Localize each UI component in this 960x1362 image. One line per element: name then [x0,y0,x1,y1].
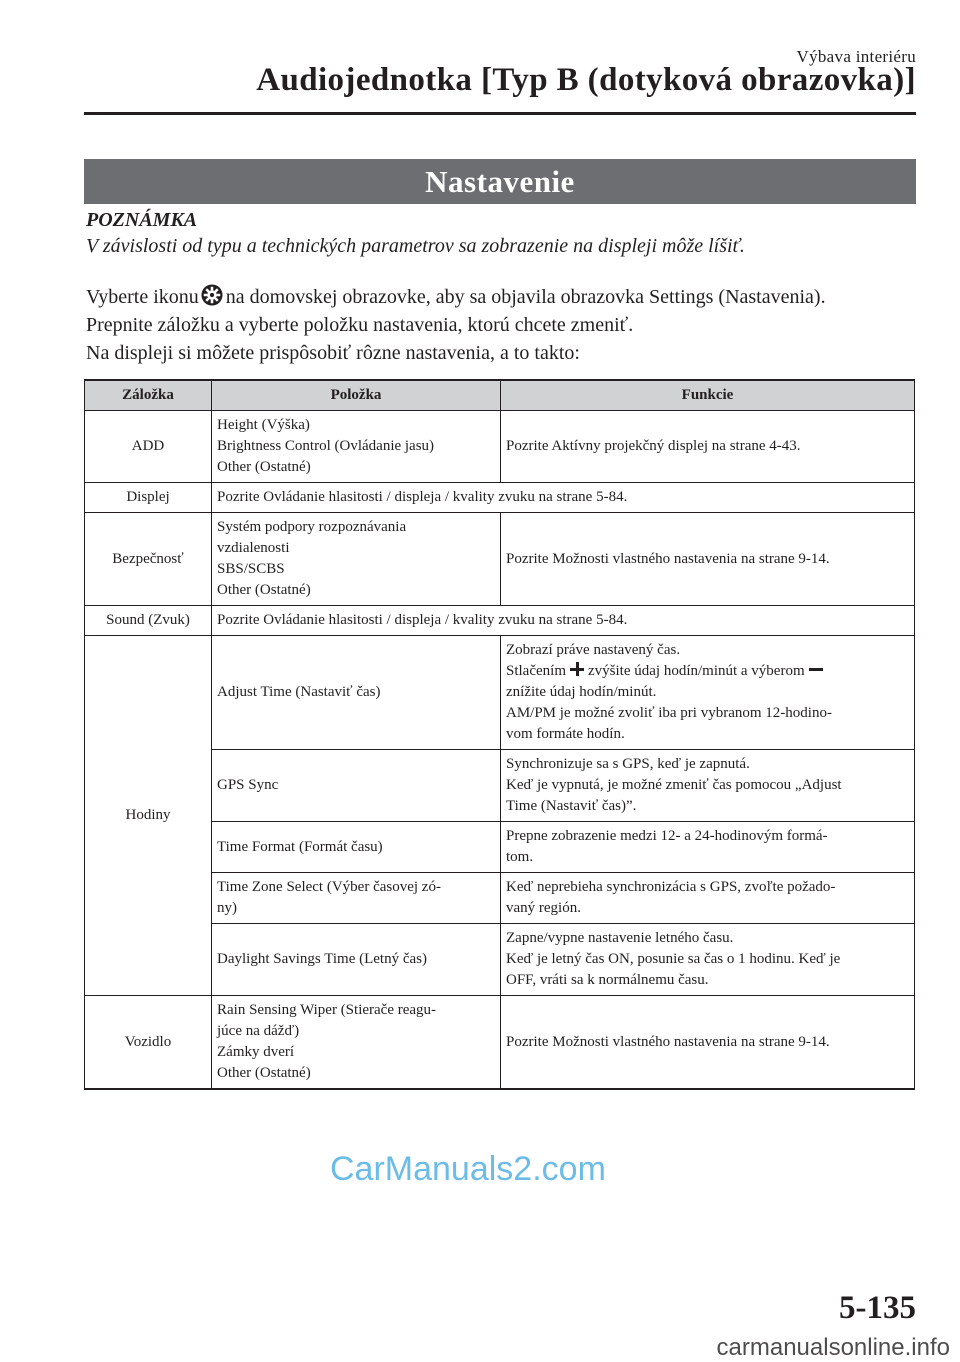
function-cell [501,924,915,996]
function-line [506,661,909,682]
function-cell [501,750,915,822]
item-cell [212,513,501,606]
item-line: Time Zone Select (Výber časovej zó- [217,879,441,895]
function-line: tom. [506,849,534,865]
function-line: Zobrazí práve nastavený čas. [506,642,681,658]
function-line: Prepne zobrazenie medzi 12- a 24-hodinovým formá- [506,828,828,844]
function-cell: Pozrite Možnosti vlastného nastavenia na strane 9-14. [501,513,915,606]
item-line: Height (Výška) [217,417,310,433]
settings-table [84,379,915,1090]
tab-cell-hodiny: Hodiny [85,636,212,996]
function-line: AM/PM je možné zvoliť iba pri vybranom 12-hodino- [506,705,832,721]
merged-cell: Pozrite Ovládanie hlasitosti / displeja / kvality zvuku na strane 5-84. [212,606,915,636]
item-line: Other (Ostatné) [217,1065,311,1081]
function-cell [501,873,915,924]
function-line: Time (Nastaviť čas)”. [506,798,637,814]
table-row [85,606,915,636]
header-item: Položka [212,380,501,411]
function-line: Keď neprebieha synchronizácia s GPS, zvoľte požado- [506,879,836,895]
function-line: Synchronizuje sa s GPS, keď je zapnutá. [506,756,750,772]
item-line: SBS/SCBS [217,561,285,577]
item-cell [212,411,501,483]
item-cell: Time Format (Formát času) [212,822,501,873]
intro-line-1-end: na domovskej obrazovke, aby sa objavila obrazovka Settings (Nastavenia). [225,286,826,308]
table-row [85,513,915,606]
table-row [85,996,915,1090]
item-line: Zámky dverí [217,1044,295,1060]
table-row [85,636,915,750]
section-banner: Nastavenie [84,159,916,204]
item-line: vzdialenosti [217,540,290,556]
table-row [85,411,915,483]
item-line: Other (Ostatné) [217,459,311,475]
merged-cell: Pozrite Ovládanie hlasitosti / displeja / kvality zvuku na strane 5-84. [212,483,915,513]
tab-cell-vozidlo: Vozidlo [85,996,212,1090]
function-cell: Pozrite Možnosti vlastného nastavenia na strane 9-14. [501,996,915,1090]
tab-cell-displej: Displej [85,483,212,513]
header-rule [84,112,916,115]
intro-line-2: Prepnite záložku a vyberte položku nastavenia, ktorú chcete zmeniť. [86,314,634,336]
minus-icon [808,661,824,677]
section-title: Výbava interiéru [796,47,916,66]
function-line: Keď je vypnutá, je možné zmeniť čas pomocou „Adjust [506,777,842,793]
header-function: Funkcie [501,380,915,411]
intro-paragraph [86,283,826,367]
function-text: zvýšite údaj hodín/minút a výberom [588,663,805,679]
function-line: znížite údaj hodín/minút. [506,684,657,700]
footer-watermark: carmanualsonline.info [716,1334,950,1361]
function-line: vaný región. [506,900,581,916]
watermark: CarManuals2.com [330,1150,606,1188]
function-cell: Pozrite Aktívny projekčný displej na strane 4-43. [501,411,915,483]
header-tab: Záložka [85,380,212,411]
chapter-title: Audiojednotka [Typ B (dotyková obrazovka)] [256,62,916,98]
note-title: POZNÁMKA [86,209,198,231]
intro-line-3: Na displeji si môžete prispôsobiť rôzne nastavenia, a to takto: [86,342,580,364]
item-cell: Adjust Time (Nastaviť čas) [212,636,501,750]
item-cell: Daylight Savings Time (Letný čas) [212,924,501,996]
function-text: Stlačením [506,663,566,679]
table-header-row [85,380,915,411]
item-cell [212,873,501,924]
page-number: 5-135 [839,1290,916,1326]
function-line: OFF, vráti sa k normálnemu času. [506,972,709,988]
function-line: vom formáte hodín. [506,726,625,742]
tab-cell-add: ADD [85,411,212,483]
note-text: V závislosti od typu a technických parametrov sa zobrazenie na displeji môže líšiť. [86,235,745,257]
tab-cell-sound: Sound (Zvuk) [85,606,212,636]
plus-icon [569,661,585,677]
item-cell: GPS Sync [212,750,501,822]
function-cell [501,636,915,750]
item-line: júce na dážď) [217,1023,300,1039]
function-line: Keď je letný čas ON, posunie sa čas o 1 hodinu. Keď je [506,951,841,967]
function-cell [501,822,915,873]
tab-cell-bezpecnost: Bezpečnosť [85,513,212,606]
table-row [85,483,915,513]
settings-gear-icon [201,284,223,306]
item-line: Other (Ostatné) [217,582,311,598]
item-line: Brightness Control (Ovládanie jasu) [217,438,435,454]
item-line: ny) [217,900,237,916]
function-line: Zapne/vypne nastavenie letného času. [506,930,734,946]
intro-line-1 [86,283,826,311]
item-line: Rain Sensing Wiper (Stierače reagu- [217,1002,437,1018]
item-cell [212,996,501,1090]
intro-line-1-start: Vyberte ikonu [86,286,199,308]
item-line: Systém podpory rozpoznávania [217,519,407,535]
